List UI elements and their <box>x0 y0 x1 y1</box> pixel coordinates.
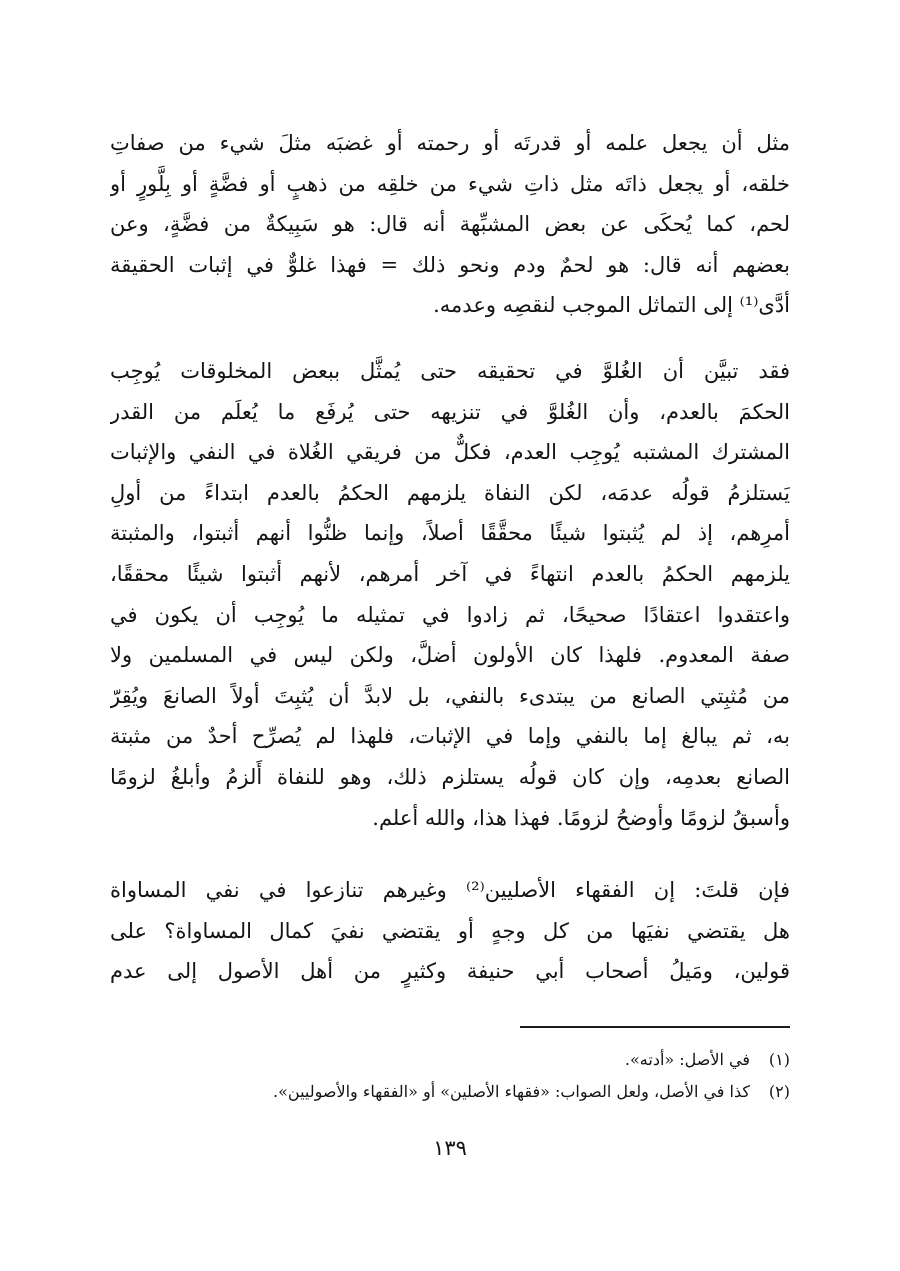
footnote-text: في الأصل: «أدته». <box>624 1050 750 1069</box>
paragraph-1 <box>110 123 790 326</box>
text-line: فإن قلتَ: إن الفقهاء الأصليين⁽²⁾ وغيرهم تنازعوا في نفي المساواة <box>110 878 790 902</box>
text-line: مثل أن يجعل علمه أو قدرتَه أو رحمته أو غضبَه مثلَ شيء من صفاتِ <box>110 131 790 155</box>
text-line: يلزمهم الحكمُ بالعدم انتهاءً في آخر أمرهم، لأنهم أثبتوا شيئًا محققًا، <box>110 561 790 586</box>
text-line: هل يقتضي نفيَها من كل وجهٍ أو يقتضي نفيَ كمال المساواة؟ على <box>110 918 790 943</box>
paragraph-3 <box>110 870 790 992</box>
footnote-separator <box>520 1026 790 1028</box>
text-line: واعتقدوا اعتقادًا صحيحًا، ثم زادوا في تمثيله ما يُوجِب أن يكون في <box>110 602 790 627</box>
text-line: من مُثبِتي الصانع من يبتدىء بالنفي، بل لابدَّ أن يُثبِتَ أولاً الصانعَ ويُقِرّ <box>110 683 790 708</box>
text-line: الحكمَ بالعدم، وأن الغُلوَّ في تنزيهه حتى يُرفَع ما يُعلَم من القدر <box>110 399 790 424</box>
text-line: وأسبقُ لزومًا وأوضحُ لزومًا. فهذا هذا، والله أعلم. <box>372 805 790 830</box>
text-line: لحم، كما يُحكَى عن بعض المشبِّهة أنه قال: هو سَبِيكةٌ من فضَّةٍ، وعن <box>110 212 790 237</box>
text-line: الصانع بعدمِه، وإن كان قولُه يستلزم ذلك، وهو للنفاة أَلزمُ وأبلغُ لزومًا <box>110 764 790 789</box>
footnotes <box>110 1044 790 1108</box>
page-number: ١٣٩ <box>433 1136 467 1160</box>
footnote-2 <box>110 1076 790 1108</box>
footnote-1 <box>110 1044 790 1076</box>
text-line: يَستلزمُ قولُه عدمَه، لكن النفاة يلزمهم الحكمُ بالعدم ابتداءً من أولِ <box>110 480 790 505</box>
text-line: قولين، ومَيلُ أصحاب أبي حنيفة وكثيرٍ من أهل الأصول إلى عدم <box>110 959 790 984</box>
footnote-number: (١) <box>768 1050 790 1069</box>
paragraph-2 <box>110 351 790 838</box>
text-line: خلقه، أو يجعل ذاتَه مثل ذاتِ شيء من خلقِه من ذهبٍ أو فضَّةٍ أو بِلَّورٍ أو <box>110 171 790 196</box>
text-line: صفة المعدوم. فلهذا كان الأولون أضلَّ، ولكن ليس في المسلمين ولا <box>110 643 790 668</box>
text-line: أمرِهم، إذ لم يُثبتوا شيئًا محقَّقًا أصلاً، وإنما ظنُّوا أنهم أثبتوا، والمثبتة <box>110 521 790 546</box>
footnote-number: (٢) <box>768 1082 790 1101</box>
footnote-text: كذا في الأصل، ولعل الصواب: «فقهاء الأصلين» أو «الفقهاء والأصوليين». <box>273 1082 750 1101</box>
text-line: أدَّى⁽¹⁾ إلى التماثل الموجب لنقصِه وعدمه. <box>433 293 790 318</box>
text-line: بعضهم أنه قال: هو لحمٌ ودم ونحو ذلك = فهذا غلوٌّ في إثبات الحقيقة <box>110 252 790 277</box>
text-line: المشترك المشتبه يُوجِب العدم، فكلٌّ من فريقي الغُلاة في النفي والإثبات <box>110 440 790 465</box>
text-line: فقد تبيَّن أن الغُلوَّ في تحقيقه حتى يُمثَّل ببعض المخلوقات يُوجِب <box>110 359 790 383</box>
text-line: به، ثم يبالغ إما بالنفي وإما في الإثبات، فلهذا لم يُصرِّح أحدٌ من مثبتة <box>110 724 790 749</box>
